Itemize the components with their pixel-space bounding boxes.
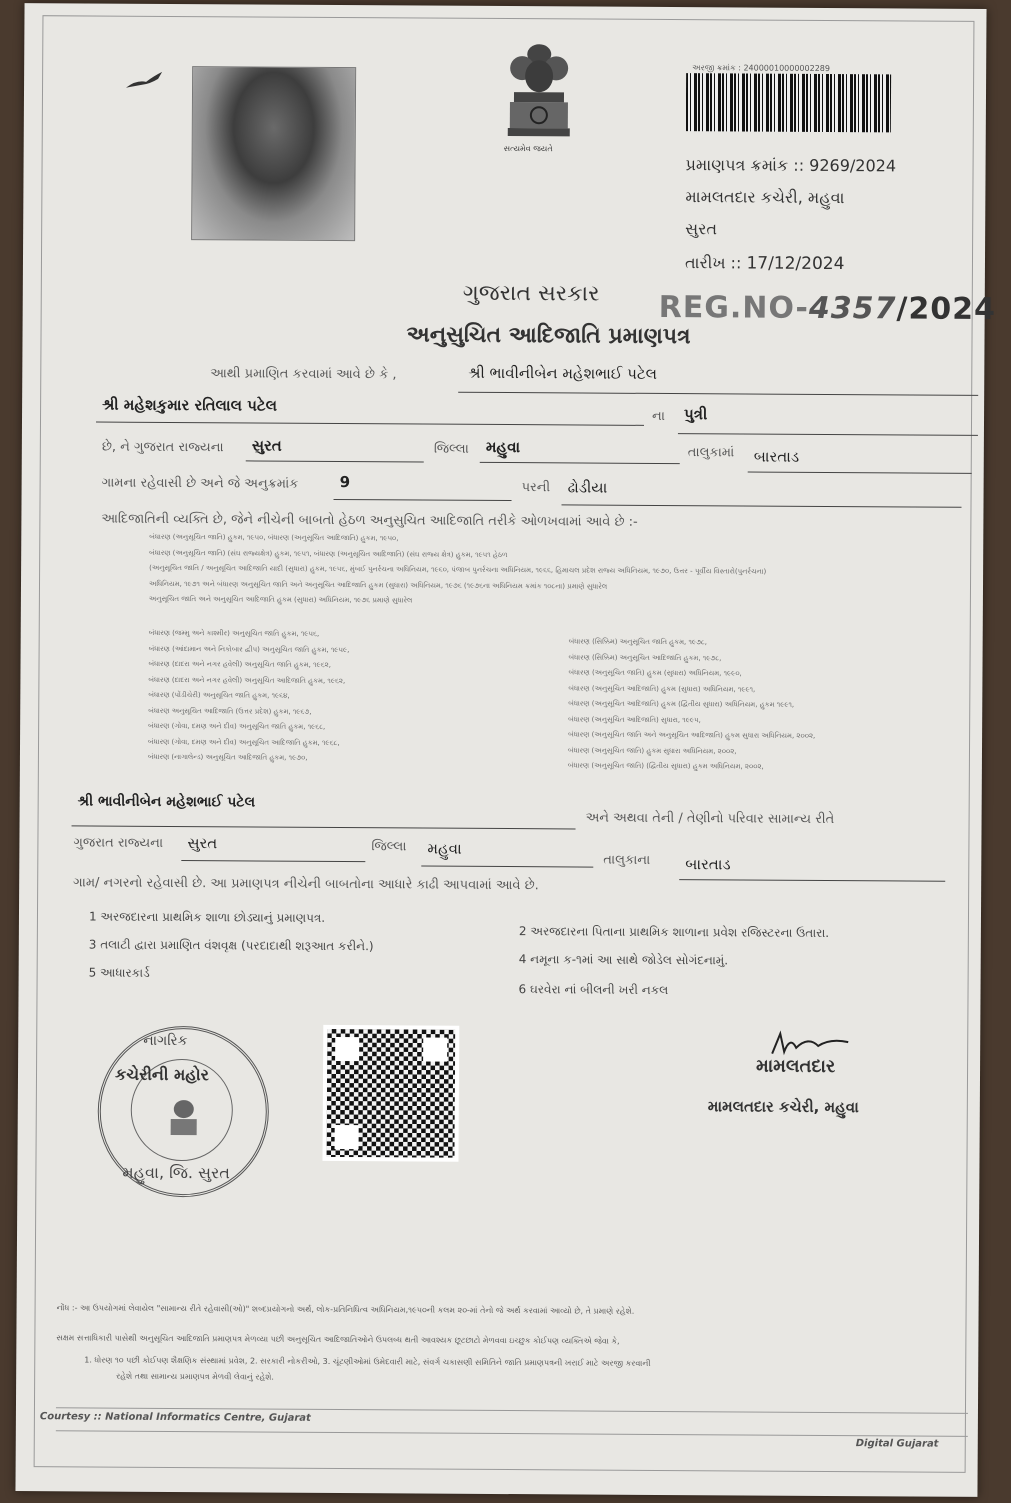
issue-date: તારીખ :: 17/12/2024 — [684, 253, 845, 275]
relation-value: પુત્રી — [684, 405, 708, 424]
state-emblem-icon — [494, 36, 585, 157]
order-line: બંધારણ (અનુસૂચિત આદિજાતિ) હુકમ (દ્વિતીય સુધારા) અધિનિયમ, હુકમ ૧૯૯૧, — [568, 699, 795, 709]
footer-note: નોંધ :- આ ઉપયોગમાં લેવાયેલ "સામાન્ય રીતે રહેવાસી(ઓ)" શબ્દપ્રયોગનો અર્થ, લોક-પ્રતિનિધિત્વ અધિનિયમ,૧૯૫૦ની કલમ ૨૦-માં તેનો જે અર્થ કરવામાં આવ્યો છે, તે પ્રમાણે રહેશે. — [56, 1303, 635, 1316]
order-line: બંધારણ (દાદરા અને નગર હવેલી) અનુસૂચિત આદિજાતિ હુકમ, ૧૯૬૨, — [148, 675, 346, 685]
order-line: બંધારણ (અનુસૂચિત જાતિ) હુકમ સુધારા અધિનિયમ, ૨૦૦૨, — [567, 745, 737, 755]
section2-taluka-value: મહુવા — [427, 839, 462, 858]
family-label: અને અથવા તેની / તેણીનો પરિવાર સામાન્ય રીતે — [585, 810, 835, 828]
certificate-page — [15, 3, 996, 1497]
order-line: બંધારણ (અનુસૂચિત જાતિ) હુકમ, ૧૯૫૦, બંધારણ (અનુસૂચિત આદિજાતિ) હુકમ, ૧૯૫૦, — [149, 532, 399, 543]
order-line: બંધારણ (ગોવા, દમણ અને દીવ) અનુસૂચિત જાતિ હુકમ, ૧૯૬૮, — [148, 721, 326, 731]
applicant-photo — [191, 66, 356, 241]
section2-taluka-label: તાલુકાના — [603, 852, 651, 868]
order-line: બંધારણ (અનુસૂચિત જાતિ) (સંઘ રાજ્યક્ષેત્ર) હુકમ, ૧૯૫૧, બંધારણ (અનુસૂચિત આદિજાતિ) (સંઘ રાજ્ય ક્ષેત્ર) હુકમ, ૧૯૫૧ હેઠળ — [149, 548, 508, 559]
order-line: બંધારણ (જમ્મુ અને કાશ્મીર) અનુસૂચિત જાતિ હુકમ, ૧૯૫૬, — [148, 628, 320, 638]
state-label: છે, ને ગુજરાત રાજ્યના — [101, 439, 224, 456]
tribe-sentence: આદિજાતિની વ્યક્તિ છે, જેને નીચેની બાબતો હેઠળ અનુસુચિત આદિજાતિ તરીકે ઓળખવામાં આવે છે :- — [101, 511, 638, 530]
order-line: બંધારણ (દાદરા અને નગર હવેલી) અનુસૂચિત જાતિ હુકમ, ૧૯૬૨, — [148, 659, 332, 669]
serial-value: 9 — [339, 473, 351, 492]
emblem-caption: સત્યમેવ જયતે — [503, 144, 553, 154]
application-barcode — [686, 73, 891, 132]
certificate-title: અનુસુચિત આદિજાતિ પ્રમાણપત્ર — [406, 322, 691, 350]
intro-text: આથી પ્રમાણિત કરવામાં આવે છે કે , — [210, 366, 397, 383]
signatory-title: મામલતદાર — [756, 1055, 836, 1078]
issuing-office: મામલતદાર કચેરી, મહુવા — [685, 187, 845, 208]
seal-bottom-text: મહુવા, જિ. સુરત — [122, 1162, 230, 1183]
basis-sentence: ગામ/ નગરનો રહેવાસી છે. આ પ્રમાણપત્ર નીચેની બાબતોના આધારે કાઢી આપવામાં આવે છે. — [73, 875, 539, 894]
order-line: (અનુસૂચિત જાતિ / અનુસૂચિત આદિજાતિ યાદી (સુધારા) હુકમ, ૧૯૫૬, મુંબઈ પુનર્રચના અધિનિયમ, ૧૯૬૦, પંજાબ પુનર્રચના અધિનિયમ, ૧૯૬૬, હિમાચલ પ્રદેશ રાજ્ય અધિનિયમ, ૧૯૭૦, ઉત્તર - પૂર્વીય વિસ્તારો(પુનર્રચના) — [149, 563, 767, 576]
order-line: બંધારણ (અનુસૂચિત આદિજાતિ) હુકમ (સુધારા) અધિનિયમ, ૧૯૯૧, — [568, 683, 756, 694]
order-line: અધિનિયમ, ૧૯૭૧ અને બંધારણ અનુસૂચિત જાતિ અને અનુસૂચિત આદિજાતિ હુકમ (સુધારા) અધિનિયમ, ૧૯૭૬ (૧૯૭૬ના અધિનિયમ ક્રમાંક ૧૦૮ના) પ્રમાણે સુધારેલ — [148, 579, 608, 591]
section2-name: શ્રી ભાવીનીબેન મહેશભાઈ પટેલ — [77, 793, 256, 811]
document-item: 6 ઘરવેરા નાં બીલની ખરી નકલ — [518, 982, 669, 998]
taluka-value: મહુવા — [485, 437, 521, 457]
parni-label: પરની — [521, 480, 551, 496]
signature-scribble-icon — [768, 1030, 858, 1059]
district-label: જિલ્લા — [433, 441, 469, 457]
village-value: બારતાડ — [753, 447, 800, 466]
order-line: બંધારણ (નાગાલેન્ડ) અનુસૂચિત આદિજાતિ હુકમ, ૧૯૭૦, — [147, 752, 308, 762]
signatory-office: મામલતદાર કચેરી, મહુવા — [707, 1097, 859, 1117]
certificate-number: પ્રમાણપત્ર ક્રમાંક :: 9269/2024 — [685, 155, 897, 176]
na-label: ના — [651, 408, 665, 424]
order-line: બંધારણ (ગોવા, દમણ અને દીવ) અનુસૂચિત આદિજાતિ હુકમ, ૧૯૬૮, — [148, 737, 340, 747]
order-line: બંધારણ (અનુસૂચિત જાતિ) (દ્વિતીય સુધારા) હુકમ અધિનિયમ, ૨૦૦૨, — [567, 761, 764, 771]
issuing-district: સુરત — [685, 219, 718, 239]
document-item: 1 અરજદારના પ્રાથમિક શાળા છોડ્યાનું પ્રમાણપત્ર. — [88, 909, 326, 925]
order-line: બંધારણ (પોંડીચેરી) અનુસૂચિત જાતિ હુકમ, ૧૯૬૪, — [148, 690, 290, 700]
seal-emblem-icon — [161, 1095, 207, 1141]
footer-note: 1. ધોરણ ૧૦ પછી કોઈપણ શૈક્ષણિક સંસ્થામાં પ્રવેશ, 2. સરકારી નોકરીઓ, 3. ચૂંટણીઓમાં ઉમેદવારી માટે, સંવર્ગ ચકાસણી સમિતિને જાતિ પ્રમાણપત્રની ખરાઈ માટે અરજી કરવાની — [84, 1355, 651, 1368]
father-name: શ્રી મહેશકુમાર રતિલાલ પટેલ — [102, 395, 278, 415]
section2-district-value: સુરત — [187, 834, 218, 853]
district-value: સુરત — [251, 436, 282, 455]
office-seal — [97, 1026, 269, 1198]
verification-qr-code — [322, 1025, 459, 1162]
order-line: બંધારણ (અનુસૂચિત જાતિ) હુકમ (સુધારા) અધિનિયમ, ૧૯૯૦, — [568, 668, 742, 678]
document-item: 5 આધારકાર્ડ — [88, 965, 150, 980]
government-heading: ગુજરાત સરકાર — [462, 280, 600, 307]
seal-middle-text: કચેરીની મહોર — [114, 1064, 210, 1085]
taluka-label: તાલુકામાં — [687, 445, 735, 461]
order-line: બંધારણ (આંદામાન અને નિકોબાર દ્વીપ) અનુસૂચિત જાતિ હુકમ, ૧૯૫૯, — [148, 644, 350, 654]
pen-mark-icon — [124, 70, 164, 92]
courtesy-text: Courtesy :: National Informatics Centre, Gujarat — [39, 1411, 311, 1424]
document-item: 3 તલાટી દ્વારા પ્રમાણિત વંશવૃક્ષ (પરદાદાથી શરૂઆત કરીને.) — [88, 937, 374, 954]
seal-top-text: નાગરિક — [143, 1032, 188, 1050]
order-line: બંધારણ (અનુસૂચિત જાતિ અને અનુસૂચિત આદિજાતિ) હુકમ સુધારા અધિનિયમ, ૨૦૦૨, — [568, 730, 816, 740]
section2-village-value: બારતાડ — [685, 855, 731, 874]
orders-right — [568, 634, 816, 775]
footer-note: રહેશે તથા સામાન્ય પ્રમાણપત્ર મેળવી લેવાનું રહેશે. — [116, 1371, 274, 1382]
orders-top — [149, 530, 767, 611]
footer-note: સક્ષમ સત્તાધિકારી પાસેથી અનુસૂચિત આદિજાતિ પ્રમાણપત્ર મેળવ્યા પછી અનુસૂચિત આદિજાતિઓને ઉપલબ્ધ થતી આવશ્યક છૂટછાટો મેળવવા ઇચ્છુક કોઈપણ વ્યક્તિએ જેવા કે, — [56, 1333, 620, 1346]
document-item: 4 નમૂના ક-૧માં આ સાથે જોડેલ સોગંદનામું. — [518, 952, 729, 968]
applicant-name: શ્રી ભાવીનીબેન મહેશભાઈ પટેલ — [468, 363, 658, 383]
order-line: બંધારણ અનુસૂચિત આદિજાતિ (ઉત્તર પ્રદેશ) હુકમ, ૧૯૬૭, — [148, 706, 312, 716]
document-item: 2 અરજદારના પિતાના પ્રાથમિક શાળાના પ્રવેશ રજિસ્ટરના ઉતારા. — [518, 924, 830, 941]
resident-label: ગામના રહેવાસી છે અને જે અનુક્રમાંક — [101, 475, 299, 492]
digital-gujarat-text: Digital Gujarat — [855, 1438, 939, 1450]
barcode-caption: અરજી ક્રમાંક : 24000010000002289 — [692, 63, 831, 73]
tribe-value: ઢોડીયા — [567, 478, 608, 497]
registration-number: REG.NO-4357/2024 — [658, 289, 996, 328]
order-line: બંધારણ (સિક્કિમ) અનુસૂચિત જાતિ હુકમ, ૧૯૭૮, — [568, 637, 708, 647]
order-line: બંધારણ (સિક્કિમ) અનુસૂચિત આદિજાતિ હુકમ, ૧૯૭૮, — [568, 652, 722, 662]
section2-district-label: જિલ્લા — [371, 839, 407, 855]
orders-left — [148, 626, 350, 767]
order-line: બંધારણ (અનુસૂચિત આદિજાતિ) સુધારા, ૧૯૯૫, — [568, 714, 701, 724]
order-line: અનુસૂચિત જાતિ અને અનુસૂચિત આદિજાતિ હુકમ (સુધારા) અધિનિયમ, ૧૯૭૬ પ્રમાણે સુધારેલ — [148, 594, 413, 605]
section2-state-label: ગુજરાત રાજ્યના — [73, 835, 164, 851]
